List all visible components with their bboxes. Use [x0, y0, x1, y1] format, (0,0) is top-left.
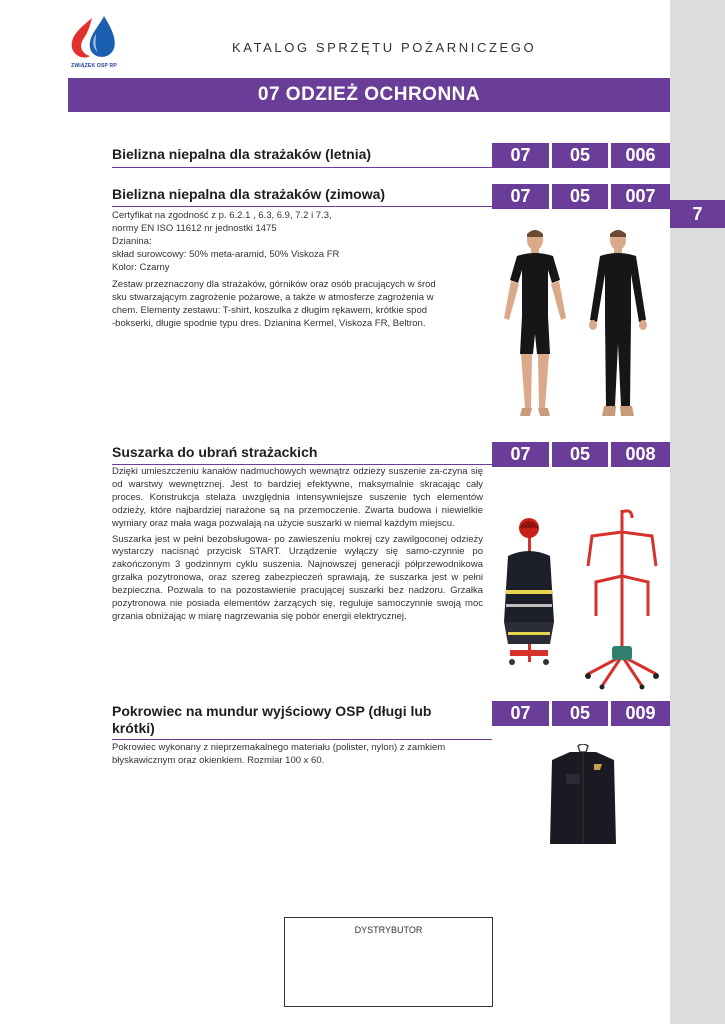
code-group: 07 — [492, 184, 549, 209]
flame-drop-logo-icon — [66, 14, 122, 62]
catalog-title: KATALOG SPRZĘTU POŻARNICZEGO — [232, 40, 537, 55]
code-group: 07 — [492, 143, 549, 168]
code-item: 006 — [611, 143, 670, 168]
spec-line: Certyfikat na zgodność z p. 6.2.1 , 6.3, 6.9, 7.2 i 7.3, — [112, 210, 332, 221]
thermal-underwear-photo — [490, 226, 660, 426]
title-rule — [112, 464, 492, 465]
code-subgroup: 05 — [552, 184, 608, 209]
dryer-with-gear-photo — [500, 512, 560, 672]
code-subgroup: 05 — [552, 442, 608, 467]
code-item: 009 — [611, 701, 670, 726]
dryer-frame-photo — [582, 506, 662, 690]
desc-paragraph: Suszarka jest w pełni bezobsługowa- po zawieszeniu mokrej czy zawilgoconej odzieży wystarczy nacisnąć przycisk START. Urządzenie wyłączy się samo-czynnie po zakończonym 3 godzinnym cyklu suszenia. Najnowszej generacji półprzewodnikowa grzałka pozytronowa, oraz szereg zabezpieczeń sprawiają, że suszarka jest w pełni bezpieczna. Pozwala to na pozostawienie pracującej suszarki bez nadzoru. Grzałka pozytronowa nie posiada elementów żarzących się, reguluje samoczynnie swoją moc grzania obniżając w miarę nagrzewania się pobór energii elektrycznej. — [112, 533, 483, 622]
product-spec-007 — [112, 210, 477, 275]
section-banner: 07 ODZIEŻ OCHRONNA — [68, 78, 670, 112]
product-desc-008 — [112, 466, 483, 656]
product-title-008: Suszarka do ubrań strażackich — [112, 444, 318, 460]
title-rule — [112, 206, 492, 207]
title-rule — [112, 739, 492, 740]
desc-line: chem. Elementy zestawu: T-shirt, koszulka z długim rękawem, krótkie spod — [112, 304, 428, 316]
desc-line: Zestaw przeznaczony dla strażaków, górników oraz osób pracujących w środ — [112, 279, 436, 290]
product-title-007: Bielizna niepalna dla strażaków (zimowa) — [112, 186, 386, 202]
product-desc-009 — [112, 742, 487, 768]
code-subgroup: 05 — [552, 701, 608, 726]
spec-line: skład surowcowy: 50% meta-aramid, 50% Viskoza FR — [112, 248, 340, 260]
garment-cover-photo — [548, 744, 618, 846]
desc-line: sku stwarzającym zagrożenie pożarowe, a także w atmosferze zagrożenia w — [112, 291, 434, 303]
spec-line: normy EN ISO 11612 nr jednostki 1475 — [112, 222, 277, 234]
product-title-006: Bielizna niepalna dla strażaków (letnia) — [112, 146, 372, 162]
spec-line: Dzianina: — [112, 235, 152, 247]
desc-line: Pokrowiec wykonany z nieprzemakalnego materiału (polister, nylon) z zamkiem — [112, 742, 446, 753]
code-group: 07 — [492, 701, 549, 726]
code-item: 008 — [611, 442, 670, 467]
product-desc-007 — [112, 279, 476, 331]
right-side-strip — [670, 0, 725, 1024]
code-item: 007 — [611, 184, 670, 209]
osp-logo — [66, 14, 122, 72]
code-group: 07 — [492, 442, 549, 467]
desc-line: błyskawicznym oraz okienkiem. Rozmiar 100 x 60. — [112, 754, 325, 766]
desc-line: -bokserki, długie spodnie typu dres. Dzianina Kermel, Viskoza FR, Beltron. — [112, 317, 426, 329]
spec-line: Kolor: Czarny — [112, 261, 170, 273]
distributor-label: DYSTRYBUTOR — [354, 925, 423, 935]
code-subgroup: 05 — [552, 143, 608, 168]
title-rule — [112, 167, 492, 168]
logo-text: ZWIĄZEK OSP RP — [71, 63, 117, 69]
distributor-box — [284, 917, 493, 1007]
chapter-tab: 7 — [670, 200, 725, 228]
desc-paragraph: Dzięki umieszczeniu kanałów nadmuchowych wewnątrz odzieży suszenie za-czyna się od warstwy wewnętrznej. Jest to bardziej efektywne, maksymalnie skracając cały proces. Konstrukcja stelaża uwzględnia intensywniejsze suszenie tych elementów odzieży, które najbardziej narażone są na przemoczenie. Zwarta budowa i niewielkie wymiary oraz mała waga pozwalają na użycie suszarki w niemal każdym miejscu. — [112, 466, 483, 529]
product-title-009: Pokrowiec na mundur wyjściowy OSP (długi lub krótki) — [112, 703, 432, 736]
